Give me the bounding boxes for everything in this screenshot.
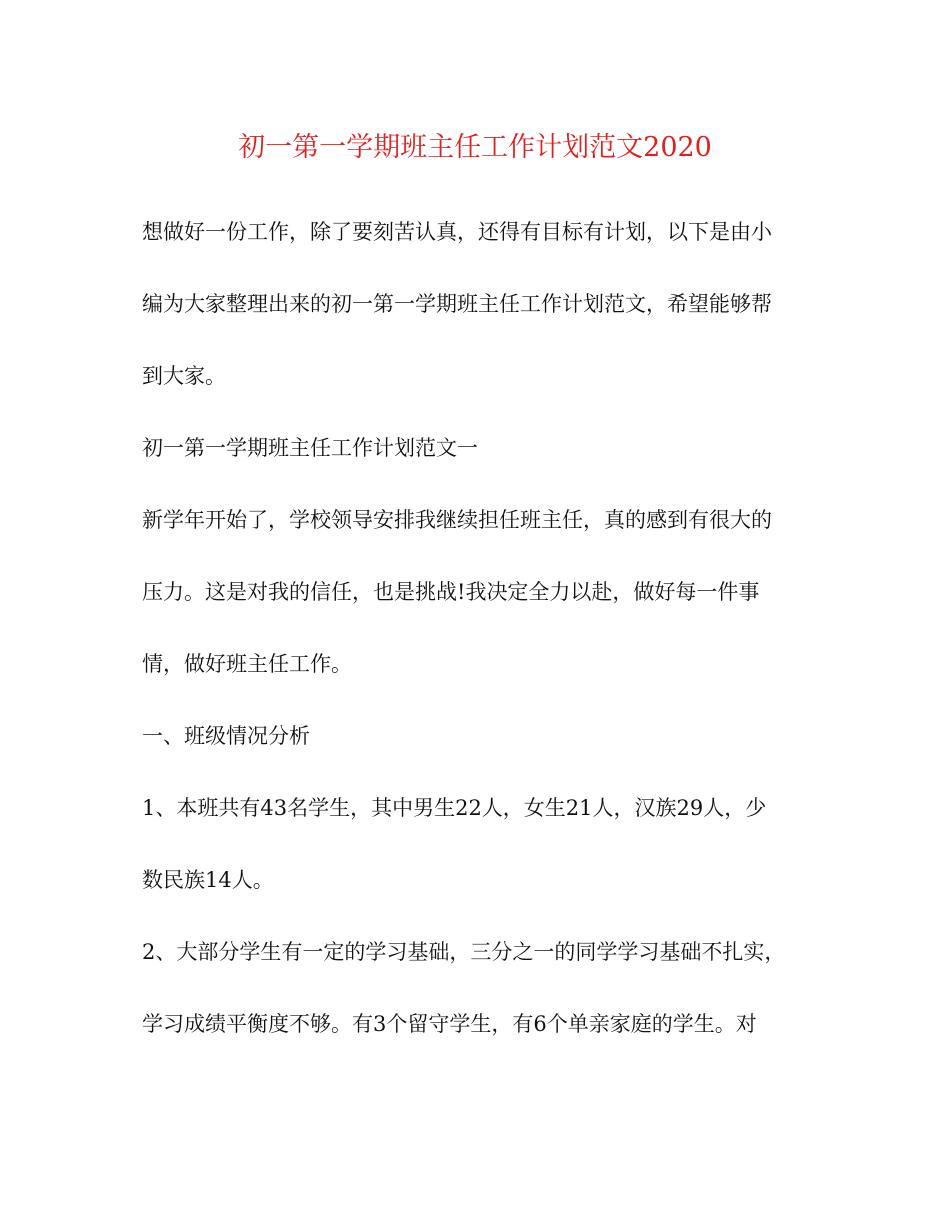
paragraph-line: 想做好一份工作，除了要刻苦认真，还得有目标有计划，以下是由小: [142, 220, 772, 244]
paragraph-line: 新学年开始了，学校领导安排我继续担任班主任，真的感到有很大的: [142, 508, 772, 532]
paragraph-line: 编为大家整理出来的初一第一学期班主任工作计划范文，希望能够帮: [142, 292, 772, 316]
paragraph-line: 压力。这是对我的信任，也是挑战!我决定全力以赴，做好每一件事: [142, 580, 760, 604]
section-heading: 一、班级情况分析: [142, 724, 310, 748]
paragraph-line: 到大家。: [142, 364, 226, 388]
paragraph-line: 2、大部分学生有一定的学习基础，三分之一的同学学习基础不扎实，: [142, 940, 786, 964]
paragraph-line: 1、本班共有43名学生，其中男生22人，女生21人，汉族29人，少: [142, 796, 767, 820]
paragraph-line: 数民族14人。: [142, 868, 274, 892]
section-heading: 初一第一学期班主任工作计划范文一: [142, 436, 478, 460]
paragraph-line: 学习成绩平衡度不够。有3个留守学生，有6个单亲家庭的学生。对: [142, 1012, 757, 1036]
document-title: 初一第一学期班主任工作计划范文2020: [238, 132, 712, 163]
paragraph-line: 情，做好班主任工作。: [142, 652, 352, 676]
